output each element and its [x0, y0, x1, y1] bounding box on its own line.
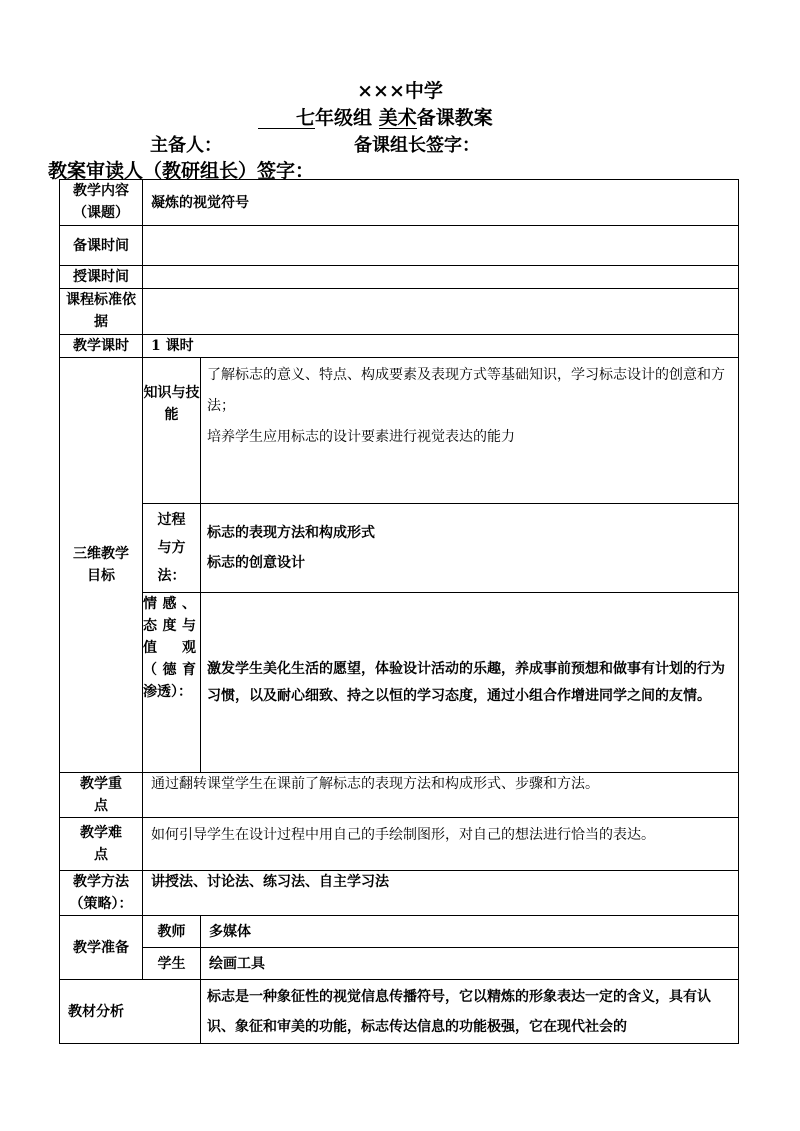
- grade-blank: 七: [258, 107, 316, 129]
- prep-label: 教学准备: [60, 916, 143, 980]
- process-label: 过程与方法：: [143, 504, 201, 593]
- table-row: [60, 818, 739, 871]
- table-row: [60, 980, 739, 1044]
- standard-label: 课程标准依据: [60, 289, 143, 335]
- table-row: [60, 335, 739, 358]
- lead-preparer-label: 主备人：: [150, 135, 222, 156]
- process-line-1: 标志的表现方法和构成形式: [207, 525, 375, 541]
- teacher-value: 多媒体: [201, 916, 739, 948]
- process-cell: [201, 504, 739, 593]
- school-title: ×××中学: [357, 80, 443, 102]
- grade-suffix: 年级组: [315, 107, 373, 129]
- key-point-text: 通过翻转课堂学生在课前了解标志的表现方法和构成形式、步骤和方法。: [143, 773, 739, 818]
- emotion-text: 激发学生美化生活的愿望，体验设计活动的乐趣，养成事前预想和做事有计划的行为习惯，以及耐心细致、持之以恒的学习态度，通过小组合作增进同学之间的友情。: [201, 593, 739, 773]
- table-row: [60, 916, 739, 948]
- analysis-label: 教材分析: [60, 980, 201, 1044]
- teacher-label: 教师: [143, 916, 201, 948]
- content-value: 凝炼的视觉符号: [143, 180, 739, 226]
- emotion-label: 情感、态度与值观（德育渗透）：: [143, 593, 201, 773]
- teach-time-label: 授课时间: [60, 266, 143, 289]
- table-row: [60, 358, 739, 504]
- table-row: [60, 948, 739, 980]
- difficulty-label: 教学难点: [60, 818, 143, 871]
- table-row: [60, 289, 739, 335]
- table-row: [60, 504, 739, 593]
- prep-time-label: 备课时间: [60, 226, 143, 266]
- content-label: 教学内容（课题）: [60, 180, 143, 226]
- knowledge-cell: [201, 358, 739, 504]
- hours-label: 教学课时: [60, 335, 143, 358]
- student-label: 学生: [143, 948, 201, 980]
- doc-type: 备课教案: [416, 107, 493, 129]
- student-value: 绘画工具: [201, 948, 739, 980]
- table-row: [60, 871, 739, 916]
- difficulty-text: 如何引导学生在设计过程中用自己的手绘制图形，对自己的想法进行恰当的表达。: [143, 818, 739, 871]
- table-row: [60, 226, 739, 266]
- key-point-label: 教学重点: [60, 773, 143, 818]
- lesson-plan-table: [59, 179, 739, 1044]
- table-row: [60, 593, 739, 773]
- table-row: [60, 773, 739, 818]
- reviewer-label: 教案审读人（教研组长）签字：: [48, 160, 315, 182]
- group-leader-label: 备课组长签字：: [354, 135, 480, 156]
- method-label: 教学方法（策略）：: [60, 871, 143, 916]
- table-row: [60, 266, 739, 289]
- subject: 美术: [378, 107, 417, 129]
- analysis-text: 标志是一种象征性的视觉信息传播符号，它以精炼的形象表达一定的含义，具有认识、象征和审美的功能，标志传达信息的功能极强，它在现代社会的: [201, 980, 739, 1044]
- knowledge-label: 知识与技能: [143, 358, 201, 504]
- process-line-2: 标志的创意设计: [207, 555, 305, 571]
- goals-label: 三维教学目标: [60, 358, 143, 773]
- plan-title: [258, 103, 493, 130]
- method-text: 讲授法、讨论法、练习法、自主学习法: [143, 871, 739, 916]
- knowledge-line-1: 了解标志的意义、特点、构成要素及表现方式等基础知识，学习标志设计的创意和方法；: [207, 367, 725, 414]
- hours-value: 1 课时: [143, 335, 739, 358]
- prep-time-value: [143, 226, 739, 266]
- table-row: [60, 180, 739, 226]
- standard-value: [143, 289, 739, 335]
- teach-time-value: [143, 266, 739, 289]
- knowledge-line-2: 培养学生应用标志的设计要素进行视觉表达的能力: [207, 429, 515, 445]
